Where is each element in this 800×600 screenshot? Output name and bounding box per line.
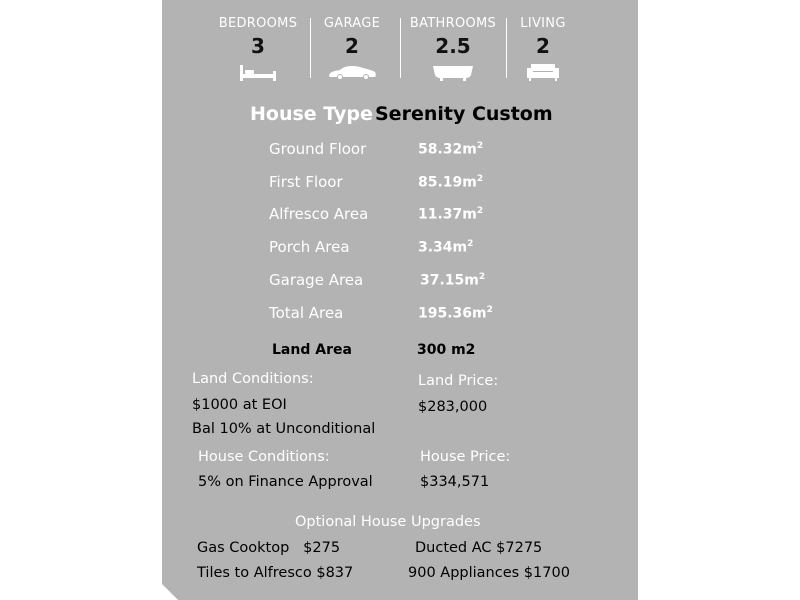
area-value-ground-floor: $58.32m^2$ xyxy=(418,141,484,158)
house-price-heading: House Price: xyxy=(420,449,511,465)
stat-value: 2 xyxy=(345,34,359,58)
area-label-first-floor: First Floor xyxy=(269,173,343,191)
area-label-garage: Garage Area xyxy=(269,271,364,289)
stat-label: BEDROOMS xyxy=(218,16,298,31)
car-icon xyxy=(316,61,388,81)
bed-icon xyxy=(218,61,298,81)
area-label-total: Total Area xyxy=(269,304,344,322)
house-conditions-heading: House Conditions: xyxy=(198,449,330,465)
sofa-icon xyxy=(512,61,574,81)
upgrade-item: Ducted AC $7275 xyxy=(415,540,543,556)
stat-label: LIVING xyxy=(520,16,566,31)
stat-label: BATHROOMS xyxy=(409,16,497,31)
stat-value: 3 xyxy=(251,34,265,58)
area-value-garage: $37.15m^2$ xyxy=(420,272,486,289)
upgrades-heading: Optional House Upgrades xyxy=(295,514,481,530)
stat-separator xyxy=(400,18,401,78)
stat-separator xyxy=(506,18,507,78)
land-price-heading: Land Price: xyxy=(418,373,499,389)
bathtub-icon xyxy=(406,61,500,81)
stat-value: 2.5 xyxy=(435,34,471,58)
stat-bathrooms xyxy=(406,16,500,81)
house-price-value: $334,571 xyxy=(420,474,490,490)
area-label-ground-floor: Ground Floor xyxy=(269,140,367,158)
area-label-alfresco: Alfresco Area xyxy=(269,205,369,223)
stat-separator xyxy=(310,18,311,78)
upgrade-item: Gas Cooktop $275 xyxy=(197,540,341,556)
area-value-alfresco: $11.37m^2$ xyxy=(418,206,484,223)
upgrade-item: 900 Appliances $1700 xyxy=(408,565,570,581)
property-info-panel xyxy=(162,0,638,600)
area-label-porch: Porch Area xyxy=(269,238,350,256)
stat-value: 2 xyxy=(536,34,550,58)
land-conditions-heading: Land Conditions: xyxy=(192,371,314,387)
land-area-value: 300 m2 xyxy=(417,342,476,358)
area-value-porch: $3.34m^2$ xyxy=(418,239,474,256)
area-value-total: $195.36m^2$ xyxy=(418,305,493,322)
panel-corner-cut xyxy=(162,584,178,600)
land-conditions-line: $1000 at EOI xyxy=(192,397,287,413)
land-conditions-line: Bal 10% at Unconditional xyxy=(192,421,376,437)
land-price-value: $283,000 xyxy=(418,399,488,415)
house-type-value: Serenity Custom xyxy=(375,103,553,125)
stat-living xyxy=(512,16,574,81)
stat-garage xyxy=(316,16,388,81)
house-type-label: House Type xyxy=(250,103,373,125)
stat-bedrooms xyxy=(218,16,298,81)
upgrade-item: Tiles to Alfresco $837 xyxy=(197,565,354,581)
land-area-label: Land Area xyxy=(272,342,352,358)
stat-label: GARAGE xyxy=(323,16,381,31)
house-conditions-line: 5% on Finance Approval xyxy=(198,474,373,490)
area-value-first-floor: $85.19m^2$ xyxy=(418,174,484,191)
